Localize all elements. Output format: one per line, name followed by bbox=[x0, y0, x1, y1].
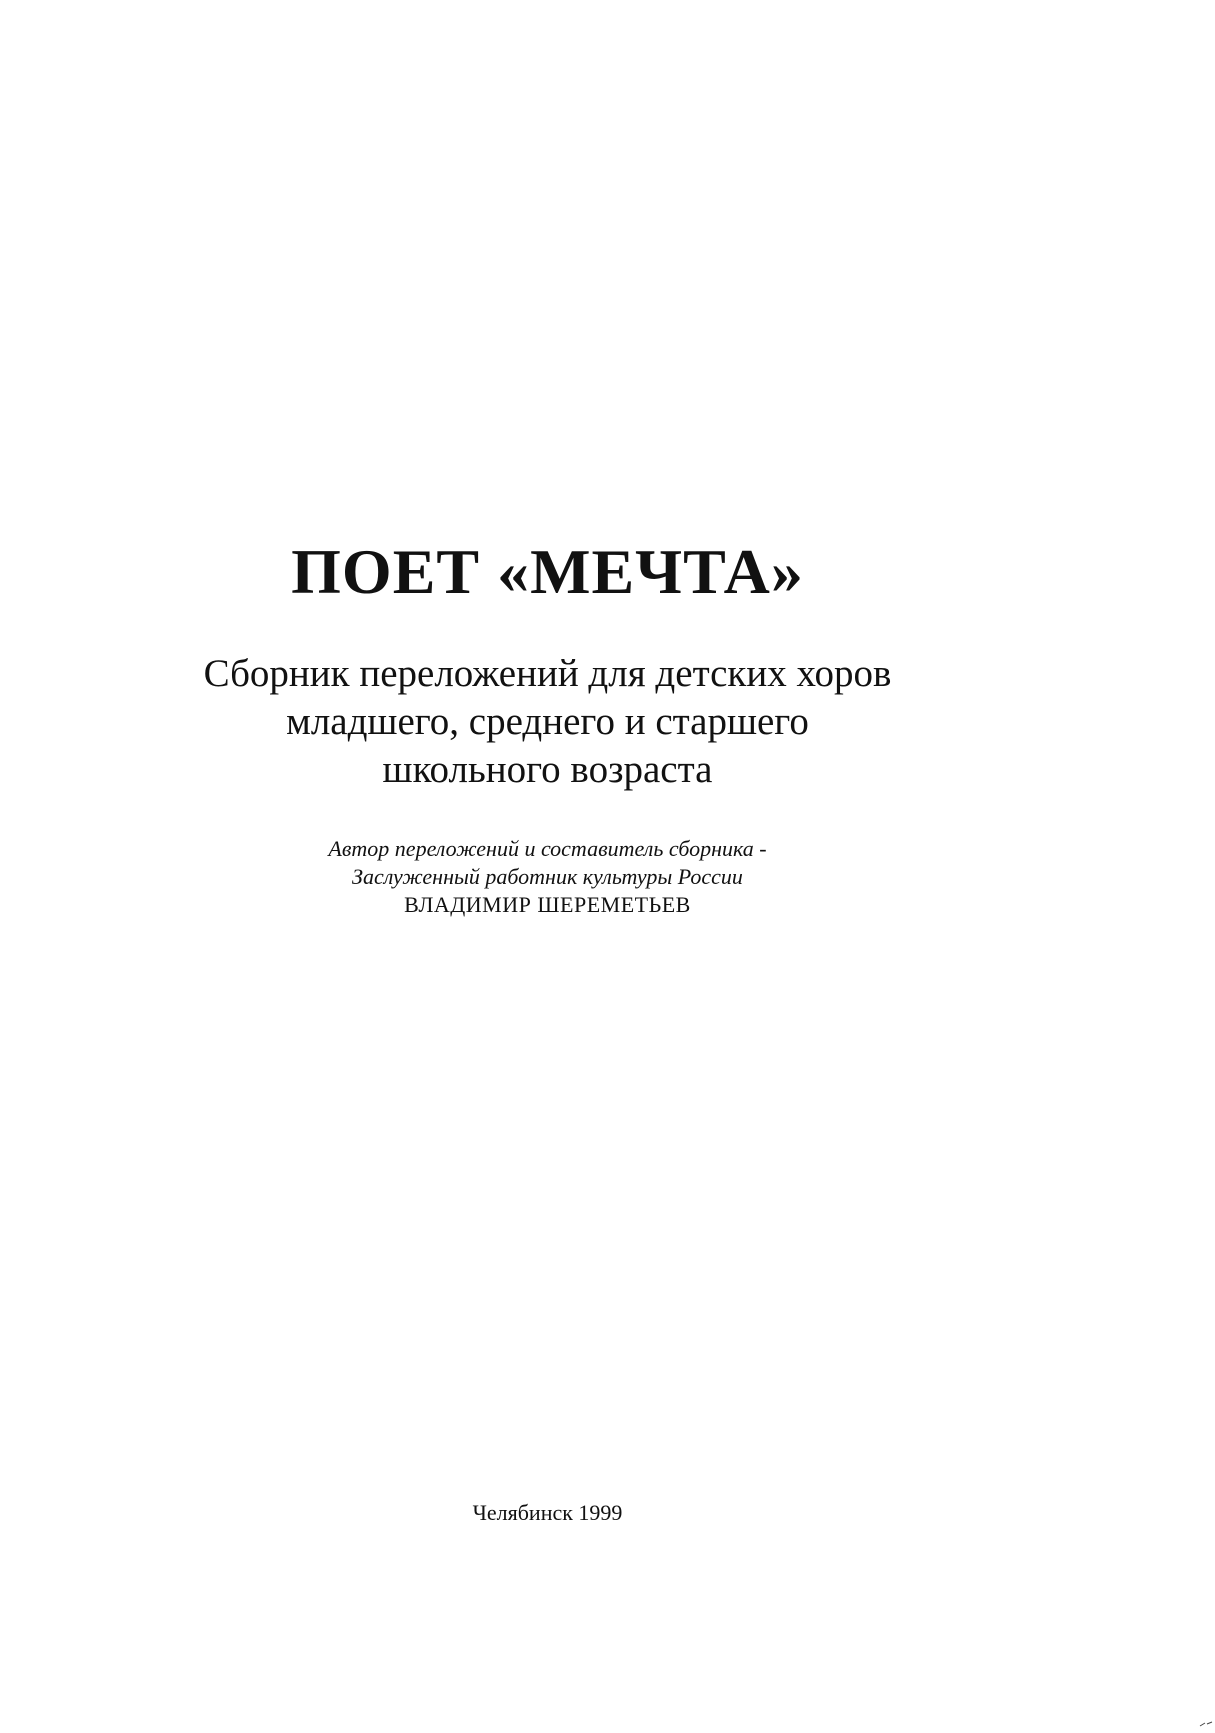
book-title: ПОЕТ «МЕЧТА» bbox=[291, 536, 804, 607]
scan-mark-icon bbox=[1199, 1721, 1213, 1727]
book-subtitle bbox=[0, 650, 1095, 794]
subtitle-line-3: школьного возраста bbox=[382, 748, 713, 791]
imprint: Челябинск 1999 bbox=[472, 1500, 623, 1525]
author-role-line-2: Заслуженный работник культуры России bbox=[352, 864, 743, 889]
subtitle-line-2: младшего, среднего и старшего bbox=[286, 700, 809, 743]
author-role-line-1: Автор переложений и составитель сборника - bbox=[328, 836, 767, 861]
subtitle-line-1: Сборник переложений для детских хоров bbox=[203, 652, 892, 695]
author-name: ВЛАДИМИР ШЕРЕМЕТЬЕВ bbox=[404, 892, 691, 917]
author-block bbox=[0, 835, 1095, 919]
